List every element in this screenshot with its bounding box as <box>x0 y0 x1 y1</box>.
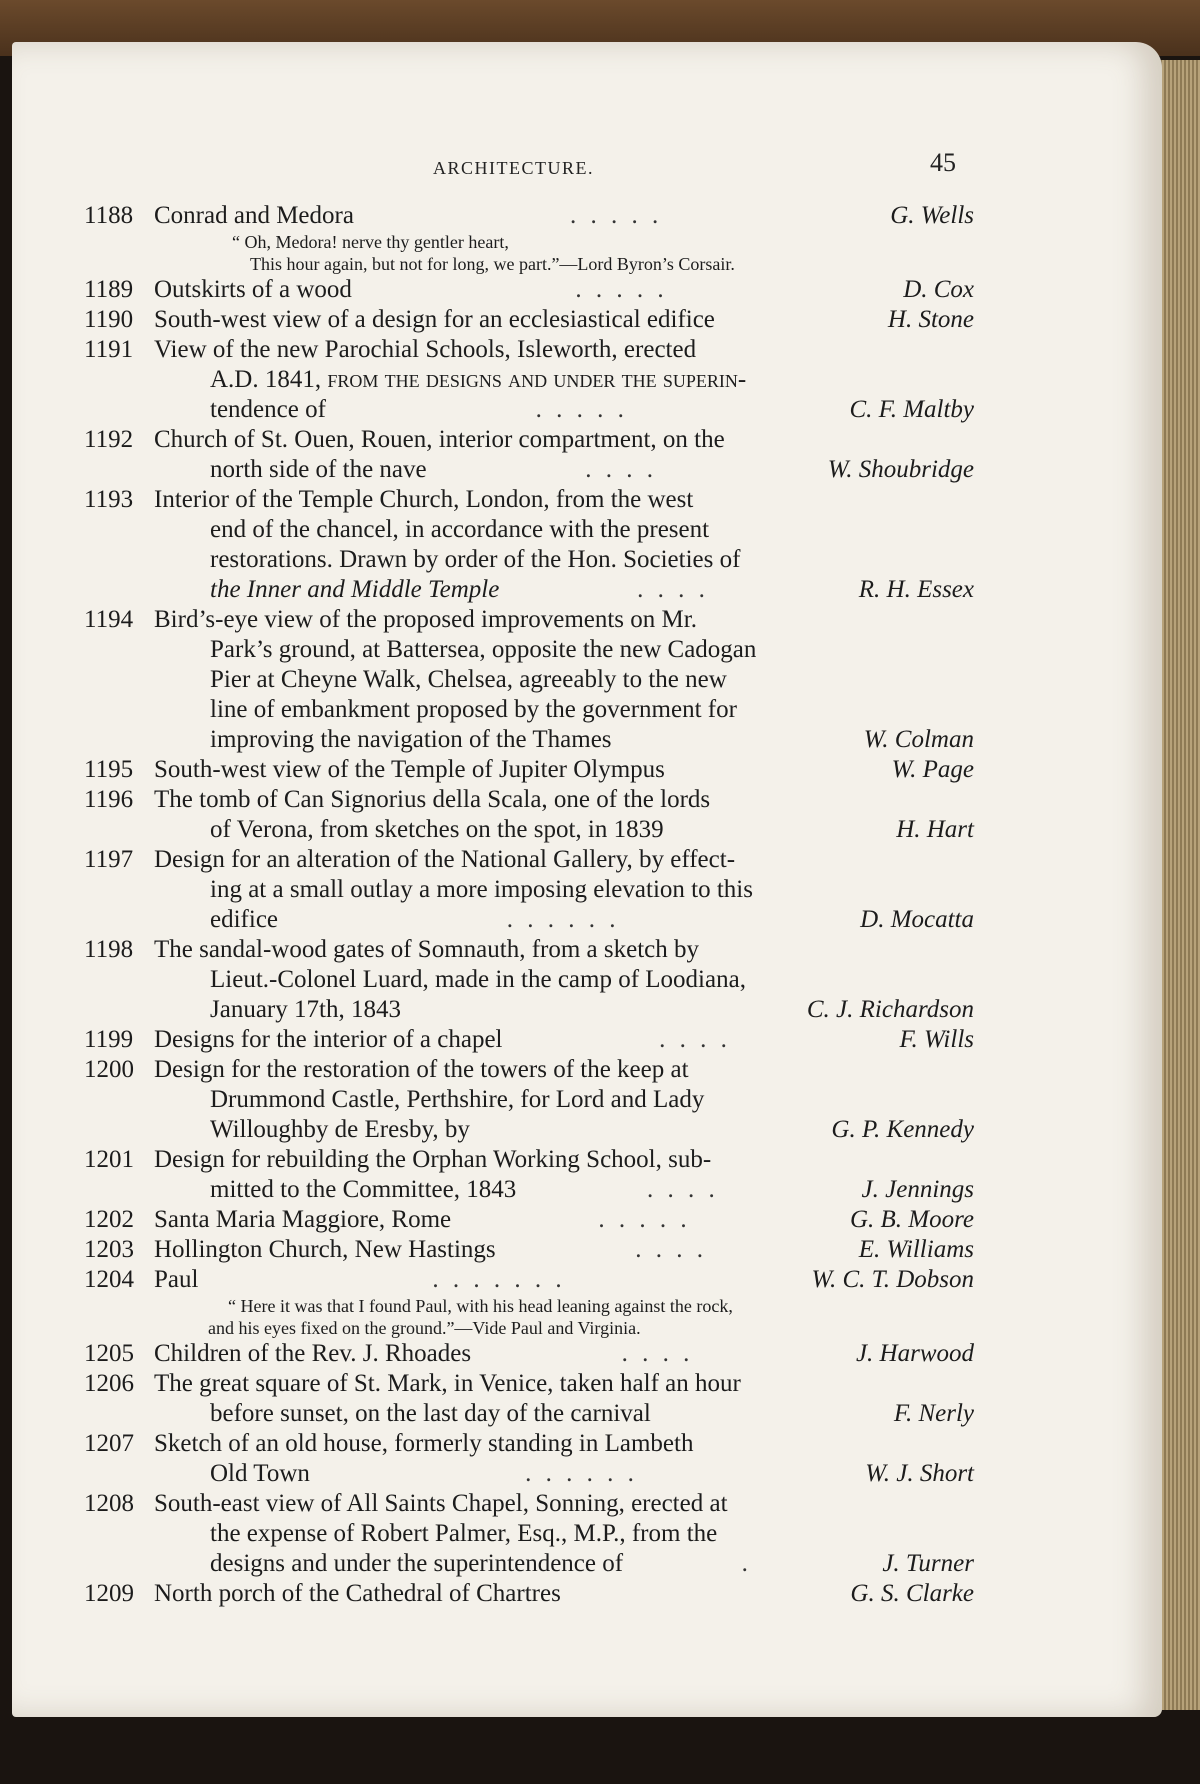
catalogue-entries <box>84 202 974 1610</box>
entry-number: 1190 <box>84 306 134 333</box>
entry-title: The tomb of Can Signorius della Scala, one of the lords <box>154 786 711 813</box>
catalogue-entry <box>84 756 974 786</box>
entry-title-cont: mitted to the Committee, 1843 <box>210 1176 517 1203</box>
entry-title-cont: improving the navigation of the Thames <box>210 726 612 753</box>
entry-title-cont: Drummond Castle, Perthshire, for Lord and Lady <box>210 1086 705 1113</box>
entry-number: 1193 <box>84 486 134 513</box>
entry-number: 1189 <box>84 276 134 303</box>
catalogue-entry <box>84 306 974 336</box>
entry-number: 1206 <box>84 1370 134 1397</box>
entry-number: 1200 <box>84 1056 134 1083</box>
catalogue-entry: 1192 Church of St. Ouen, Rouen, interior compartment, on the north side of the nave . . . . W. Shoubridge <box>84 426 975 483</box>
entry-title-cont: before sunset, on the last day of the carnival <box>210 1400 651 1427</box>
entry-quote-line: and his eyes fixed on the ground.”—Vide Paul and Virginia. <box>208 1318 641 1338</box>
entry-title: North porch of the Cathedral of Chartres <box>154 1580 561 1607</box>
page-number: 45 <box>930 148 956 177</box>
entry-artist: G. Wells <box>890 202 975 229</box>
entry-number: 1188 <box>84 202 134 229</box>
entry-quote-line: “ Here it was that I found Paul, with his head leaning against the rock, <box>228 1296 733 1316</box>
entry-number: 1208 <box>84 1490 134 1517</box>
entry-artist: C. J. Richardson <box>806 996 974 1023</box>
entry-artist: H. Stone <box>887 306 974 333</box>
entry-title: Design for an alteration of the National Gallery, by effect- <box>154 846 736 873</box>
entry-artist: W. Colman <box>863 726 974 753</box>
entry-title: Santa Maria Maggiore, Rome <box>154 1206 452 1233</box>
entry-number: 1202 <box>84 1206 134 1233</box>
entry-title: The great square of St. Mark, in Venice, taken half an hour <box>154 1370 741 1397</box>
entry-number: 1209 <box>84 1580 134 1607</box>
entry-artist: H. Hart <box>896 816 974 843</box>
entry-title: Interior of the Temple Church, London, from the west <box>154 486 694 513</box>
entry-artist: E. Williams <box>858 1236 974 1263</box>
catalogue-entry: 1191 View of the new Parochial Schools, Isleworth, erected A.D. 1841, from the designs and under the superin- tendence of . . . . . C. F. Maltby <box>84 336 975 423</box>
entry-artist: W. C. T. Dobson <box>811 1266 974 1293</box>
entry-artist: F. Nerly <box>893 1400 974 1427</box>
entry-artist: R. H. Essex <box>858 576 974 603</box>
entry-number: 1198 <box>84 936 134 963</box>
entry-title-cont: of Verona, from sketches on the spot, in 1839 <box>210 816 664 843</box>
entry-title: The sandal-wood gates of Somnauth, from a sketch by <box>154 936 700 963</box>
catalogue-entry: 1202 Santa Maria Maggiore, Rome . . . . . G. B. Moore <box>84 1206 974 1233</box>
entry-number: 1196 <box>84 786 134 813</box>
entry-number: 1203 <box>84 1236 134 1263</box>
entry-title-cont: January 17th, 1843 <box>210 996 401 1023</box>
entry-title-cont: north side of the nave <box>210 456 427 483</box>
entry-title-cont: ing at a small outlay a more imposing elevation to this <box>210 876 753 903</box>
catalogue-entry: 1197 Design for an alteration of the National Gallery, by effect- ing at a small outlay a more imposing elevation to this edifice . . . . . . D. Mocatta <box>84 846 975 933</box>
entry-title-cont: Park’s ground, at Battersea, opposite the new Cadogan <box>210 636 757 663</box>
page-header <box>0 146 1200 186</box>
entry-title: South-east view of All Saints Chapel, Sonning, erected at <box>154 1490 728 1517</box>
entry-number: 1199 <box>84 1026 134 1053</box>
entry-artist: D. Cox <box>903 276 975 303</box>
catalogue-entry: 1208 South-east view of All Saints Chapel, Sonning, erected at the expense of Robert Palmer, Esq., M.P., from the designs and under the superintendence of . J. Turner <box>84 1490 974 1577</box>
entry-artist: C. F. Maltby <box>849 396 975 423</box>
entry-artist: G. P. Kennedy <box>831 1116 974 1143</box>
catalogue-entry: 1199 Designs for the interior of a chapel . . . . F. Wills <box>84 1026 974 1053</box>
entry-title-cont: tendence of <box>210 396 326 423</box>
entry-title: Sketch of an old house, formerly standing in Lambeth <box>154 1430 694 1457</box>
entry-artist: G. S. Clarke <box>850 1580 974 1607</box>
entry-quote-line: “ Oh, Medora! nerve thy gentler heart, <box>232 232 509 252</box>
entry-title-cont: restorations. Drawn by order of the Hon. Societies of <box>210 546 741 573</box>
entry-title-cont: Willoughby de Eresby, by <box>210 1116 470 1143</box>
catalogue-entry: 1201 Design for rebuilding the Orphan Working School, sub- mitted to the Committee, 1843 . . . . J. Jennings <box>84 1146 974 1203</box>
entry-title-cont: the expense of Robert Palmer, Esq., M.P., from the <box>210 1520 718 1547</box>
entry-number: 1195 <box>84 756 134 783</box>
entry-title-cont: edifice <box>210 906 279 933</box>
entry-artist: F. Wills <box>899 1026 974 1053</box>
entry-title: View of the new Parochial Schools, Isleworth, erected <box>154 336 697 363</box>
entry-artist: G. B. Moore <box>849 1206 974 1233</box>
entry-title-cont: A.D. 1841, from the designs and under the superin- <box>210 366 747 393</box>
entry-title: Hollington Church, New Hastings <box>154 1236 496 1263</box>
entry-title: Outskirts of a wood <box>154 276 352 303</box>
catalogue-entry <box>84 936 974 1026</box>
entry-number: 1194 <box>84 606 134 633</box>
entry-artist: J. Turner <box>882 1550 974 1577</box>
entry-title: Children of the Rev. J. Rhoades <box>154 1340 472 1367</box>
entry-number: 1204 <box>84 1266 134 1293</box>
entry-title: Design for rebuilding the Orphan Working School, sub- <box>154 1146 712 1173</box>
catalogue-entry <box>84 786 974 846</box>
entry-title: South-west view of a design for an ecclesiastical edifice <box>154 306 715 333</box>
entry-number: 1191 <box>84 336 134 363</box>
entry-number: 1207 <box>84 1430 134 1457</box>
entry-number: 1205 <box>84 1340 134 1367</box>
entry-title-cont: Pier at Cheyne Walk, Chelsea, agreeably to the new <box>210 666 727 693</box>
catalogue-entry <box>84 606 974 756</box>
entry-title-cont: line of embankment proposed by the government for <box>210 696 737 723</box>
entry-number: 1197 <box>84 846 134 873</box>
entry-title: Church of St. Ouen, Rouen, interior compartment, on the <box>154 426 725 453</box>
entry-number: 1201 <box>84 1146 134 1173</box>
catalogue-entry <box>84 1056 974 1146</box>
entry-number: 1192 <box>84 426 134 453</box>
catalogue-entry: 1205 Children of the Rev. J. Rhoades . . . . J. Harwood <box>84 1340 975 1367</box>
entry-title: South-west view of the Temple of Jupiter Olympus <box>154 756 665 783</box>
catalogue-entry: 1193 Interior of the Temple Church, London, from the west end of the chancel, in accordance with the present restorations. Drawn by order of the Hon. Societies of the Inner and Middle Temple . . . . R. H. Essex <box>84 486 974 603</box>
entry-quote-line: This hour again, but not for long, we part.”—Lord Byron’s Corsair. <box>250 254 735 274</box>
catalogue-entry: 1203 Hollington Church, New Hastings . . . . E. Williams <box>84 1236 974 1263</box>
catalogue-entry: 1188 Conrad and Medora . . . . . G. Wells “ Oh, Medora! nerve thy gentler heart, This hour again, but not for long, we part.”—Lord Byron’s Corsair. <box>84 202 975 274</box>
catalogue-entry: 1189 Outskirts of a wood . . . . . D. Cox <box>84 276 975 303</box>
entry-title: Conrad and Medora <box>154 202 354 229</box>
catalogue-entry <box>84 1370 974 1430</box>
entry-title-cont: end of the chancel, in accordance with the present <box>210 516 710 543</box>
entry-artist: J. Harwood <box>855 1340 975 1367</box>
entry-title: Designs for the interior of a chapel <box>154 1026 503 1053</box>
catalogue-entry: 1207 Sketch of an old house, formerly standing in Lambeth Old Town . . . . . . W. J. Short <box>84 1430 975 1487</box>
catalogue-entry: 1204 Paul . . . . . . . W. C. T. Dobson “ Here it was that I found Paul, with his head leaning against the rock, and his eyes fixed on the ground.”—Vide Paul and Virginia. <box>84 1266 974 1338</box>
entry-artist: W. Shoubridge <box>827 456 975 483</box>
entry-artist: W. Page <box>891 756 974 783</box>
entry-title-cont: Old Town <box>210 1460 310 1487</box>
entry-title-cont: designs and under the superintendence of <box>210 1550 624 1577</box>
entry-title-cont: the Inner and Middle Temple <box>210 576 500 603</box>
entry-artist: J. Jennings <box>861 1176 974 1203</box>
entry-title: Paul <box>154 1266 199 1293</box>
entry-artist: D. Mocatta <box>860 906 975 933</box>
running-head: ARCHITECTURE. <box>433 158 594 178</box>
entry-title: Bird’s-eye view of the proposed improvements on Mr. <box>154 606 697 633</box>
entry-title-cont: Lieut.-Colonel Luard, made in the camp of Loodiana, <box>210 966 746 993</box>
entry-title: Design for the restoration of the towers of the keep at <box>154 1056 689 1083</box>
catalogue-entry <box>84 1580 974 1610</box>
entry-artist: W. J. Short <box>865 1460 975 1487</box>
